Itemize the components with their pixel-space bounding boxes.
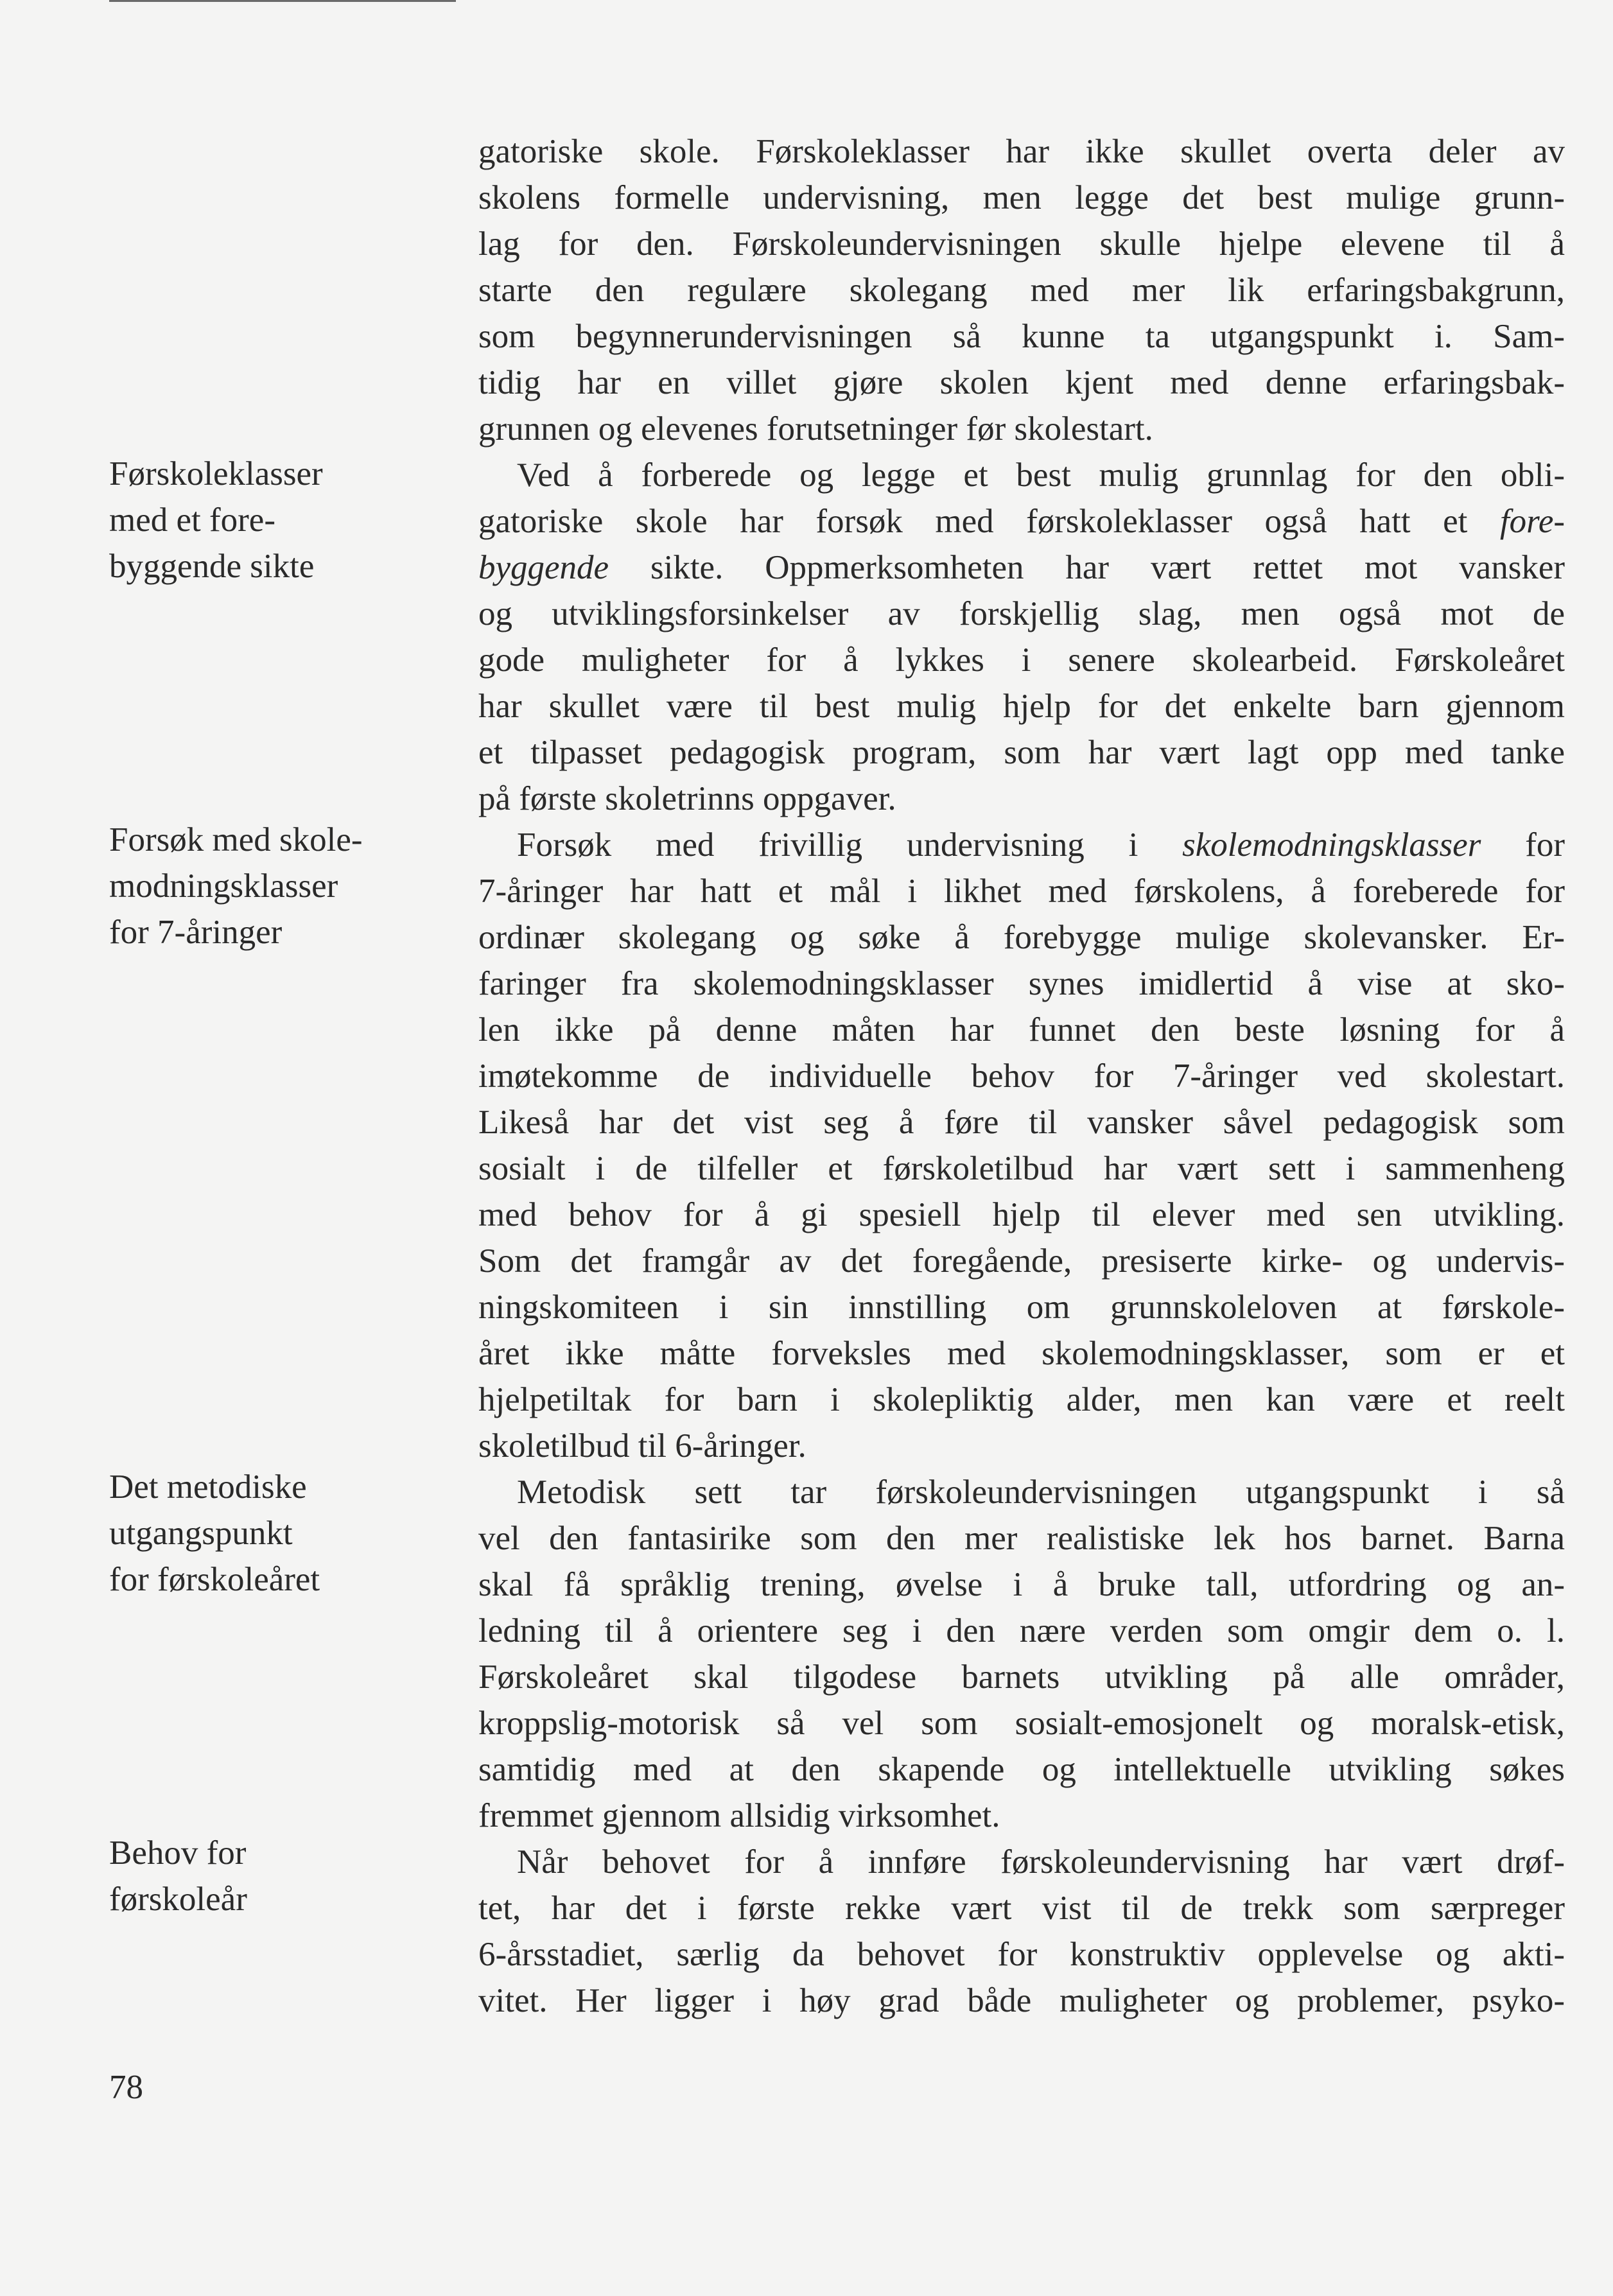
text-line: gatoriske skole. Førskoleklasser har ikke skullet overta deler av [478,133,1565,170]
text-line [478,498,1565,544]
sidenote-line: Førskoleklasser [109,455,323,492]
text-line: Likeså har det vist seg å føre til vansker såvel pedagogisk som [478,1104,1565,1141]
sidenote-line: med et fore- [109,501,275,539]
text-line: skoletilbud til 6-åringer. [478,1427,806,1465]
sidenote-line: førskoleår [109,1881,247,1918]
text-line: 7-åringer har hatt et mål i likhet med førskolens, å foreberede for [478,873,1565,910]
text-line [478,544,1565,591]
text-line: 6-årsstadiet, særlig da behovet for konstruktiv opplevelse og akti- [478,1936,1565,1973]
text-line: len ikke på denne måten har funnet den beste løsning for å [478,1011,1565,1048]
sidenote-behov [109,1830,417,1922]
text-line: med behov for å gi spesiell hjelp til elever med sen utvikling. [478,1196,1565,1233]
text-line: Som det framgår av det foregående, presiserte kirke- og undervis- [478,1242,1565,1280]
body-text [478,128,1565,2024]
text-line: ordinær skolegang og søke å forebygge mulige skolevansker. Er- [478,919,1565,956]
sidenote-forebyggende [109,451,417,589]
text-line [478,822,1565,868]
emphasis: fore- [1499,503,1565,540]
text-line: fremmet gjennom allsidig virksomhet. [478,1797,1000,1834]
sidenote-line: modningsklasser [109,867,338,905]
text-line: sosialt i de tilfeller et førskoletilbud har vært sett i sammenheng [478,1150,1565,1187]
text-line: skal få språklig trening, øvelse i å bruke tall, utfordring og an- [478,1566,1565,1603]
text-line: lag for den. Førskoleundervisningen skulle hjelpe elevene til å [478,225,1565,263]
paragraph-3 [478,822,1565,1469]
sidenote-line: Forsøk med skole- [109,821,363,858]
sidenote-line: Det metodiske [109,1468,307,1506]
text-line: skolens formelle undervisning, men legge det best mulige grunn- [478,179,1565,216]
text-line: grunnen og elevenes forutsetninger før skolestart. [478,410,1153,448]
text-line: Når behovet for å innføre førskoleundervisning har vært drøf- [517,1843,1565,1881]
text-line: på første skoletrinns oppgaver. [478,780,896,817]
text-line: og utviklingsforsinkelser av forskjellig slag, men også mot de [478,595,1565,632]
text-line: ledning til å orientere seg i den nære verden som omgir dem o. l. [478,1612,1565,1649]
sidenote-line: Behov for [109,1834,247,1872]
sidenote-metodiske [109,1464,417,1603]
text-line: samtidig med at den skapende og intellektuelle utvikling søkes [478,1751,1565,1788]
text-line: vitet. Her ligger i høy grad både muligheter og problemer, psyko- [478,1982,1565,2019]
text-line: Metodisk sett tar førskoleundervisningen utgangspunkt i så [517,1474,1565,1511]
emphasis: skolemodningsklasser [1182,826,1481,864]
text-run: Forsøk med frivillig undervisning i [517,826,1183,864]
text-line: Ved å forberede og legge et best mulig grunnlag for den obli- [517,457,1565,494]
text-run: sikte. Oppmerksomheten har vært rettet mot vansker [609,549,1565,586]
emphasis: byggende [478,549,609,586]
text-line: som begynnerundervisningen så kunne ta utgangspunkt i. Sam- [478,318,1565,355]
paragraph-5 [478,1839,1565,2024]
text-line: starte den regulære skolegang med mer lik erfaringsbakgrunn, [478,272,1565,309]
text-run: gatoriske skole har forsøk med førskoleklasser også hatt et [478,503,1500,540]
page-number: 78 [109,2069,143,2106]
paragraph-4 [478,1469,1565,1839]
text-line: tet, har det i første rekke vært vist til de trekk som særpreger [478,1890,1565,1927]
text-line: hjelpetiltak for barn i skolepliktig alder, men kan være et reelt [478,1381,1565,1418]
sidenote-line: for førskoleåret [109,1561,320,1598]
text-line: tidig har en villet gjøre skolen kjent med denne erfaringsbak- [478,364,1565,401]
text-line: gode muligheter for å lykkes i senere skolearbeid. Førskoleåret [478,641,1565,679]
text-line: året ikke måtte forveksles med skolemodningsklasser, som er et [478,1335,1565,1372]
text-line: har skullet være til best mulig hjelp for det enkelte barn gjennom [478,688,1565,725]
text-line: vel den fantasirike som den mer realistiske lek hos barnet. Barna [478,1520,1565,1557]
text-line: et tilpasset pedagogisk program, som har vært lagt opp med tanke [478,734,1565,771]
text-line: ningskomiteen i sin innstilling om grunnskoleloven at førskole- [478,1289,1565,1326]
text-line: kroppslig-motorisk så vel som sosialt-emosjonelt og moralsk-etisk, [478,1705,1565,1742]
text-line: imøtekomme de individuelle behov for 7-åringer ved skolestart. [478,1057,1565,1095]
paragraph-2 [478,452,1565,822]
sidenote-line: utgangspunkt [109,1515,293,1552]
sidenote-line: for 7-åringer [109,914,283,951]
text-run: for [1481,826,1565,864]
paragraph-1 [478,128,1565,452]
text-line: faringer fra skolemodningsklasser synes imidlertid å vise at sko- [478,965,1565,1002]
top-rule [109,0,456,2]
sidenote-skolemodning [109,817,417,955]
sidenote-line: byggende sikte [109,548,315,585]
text-line: Førskoleåret skal tilgodese barnets utvikling på alle områder, [478,1658,1565,1696]
